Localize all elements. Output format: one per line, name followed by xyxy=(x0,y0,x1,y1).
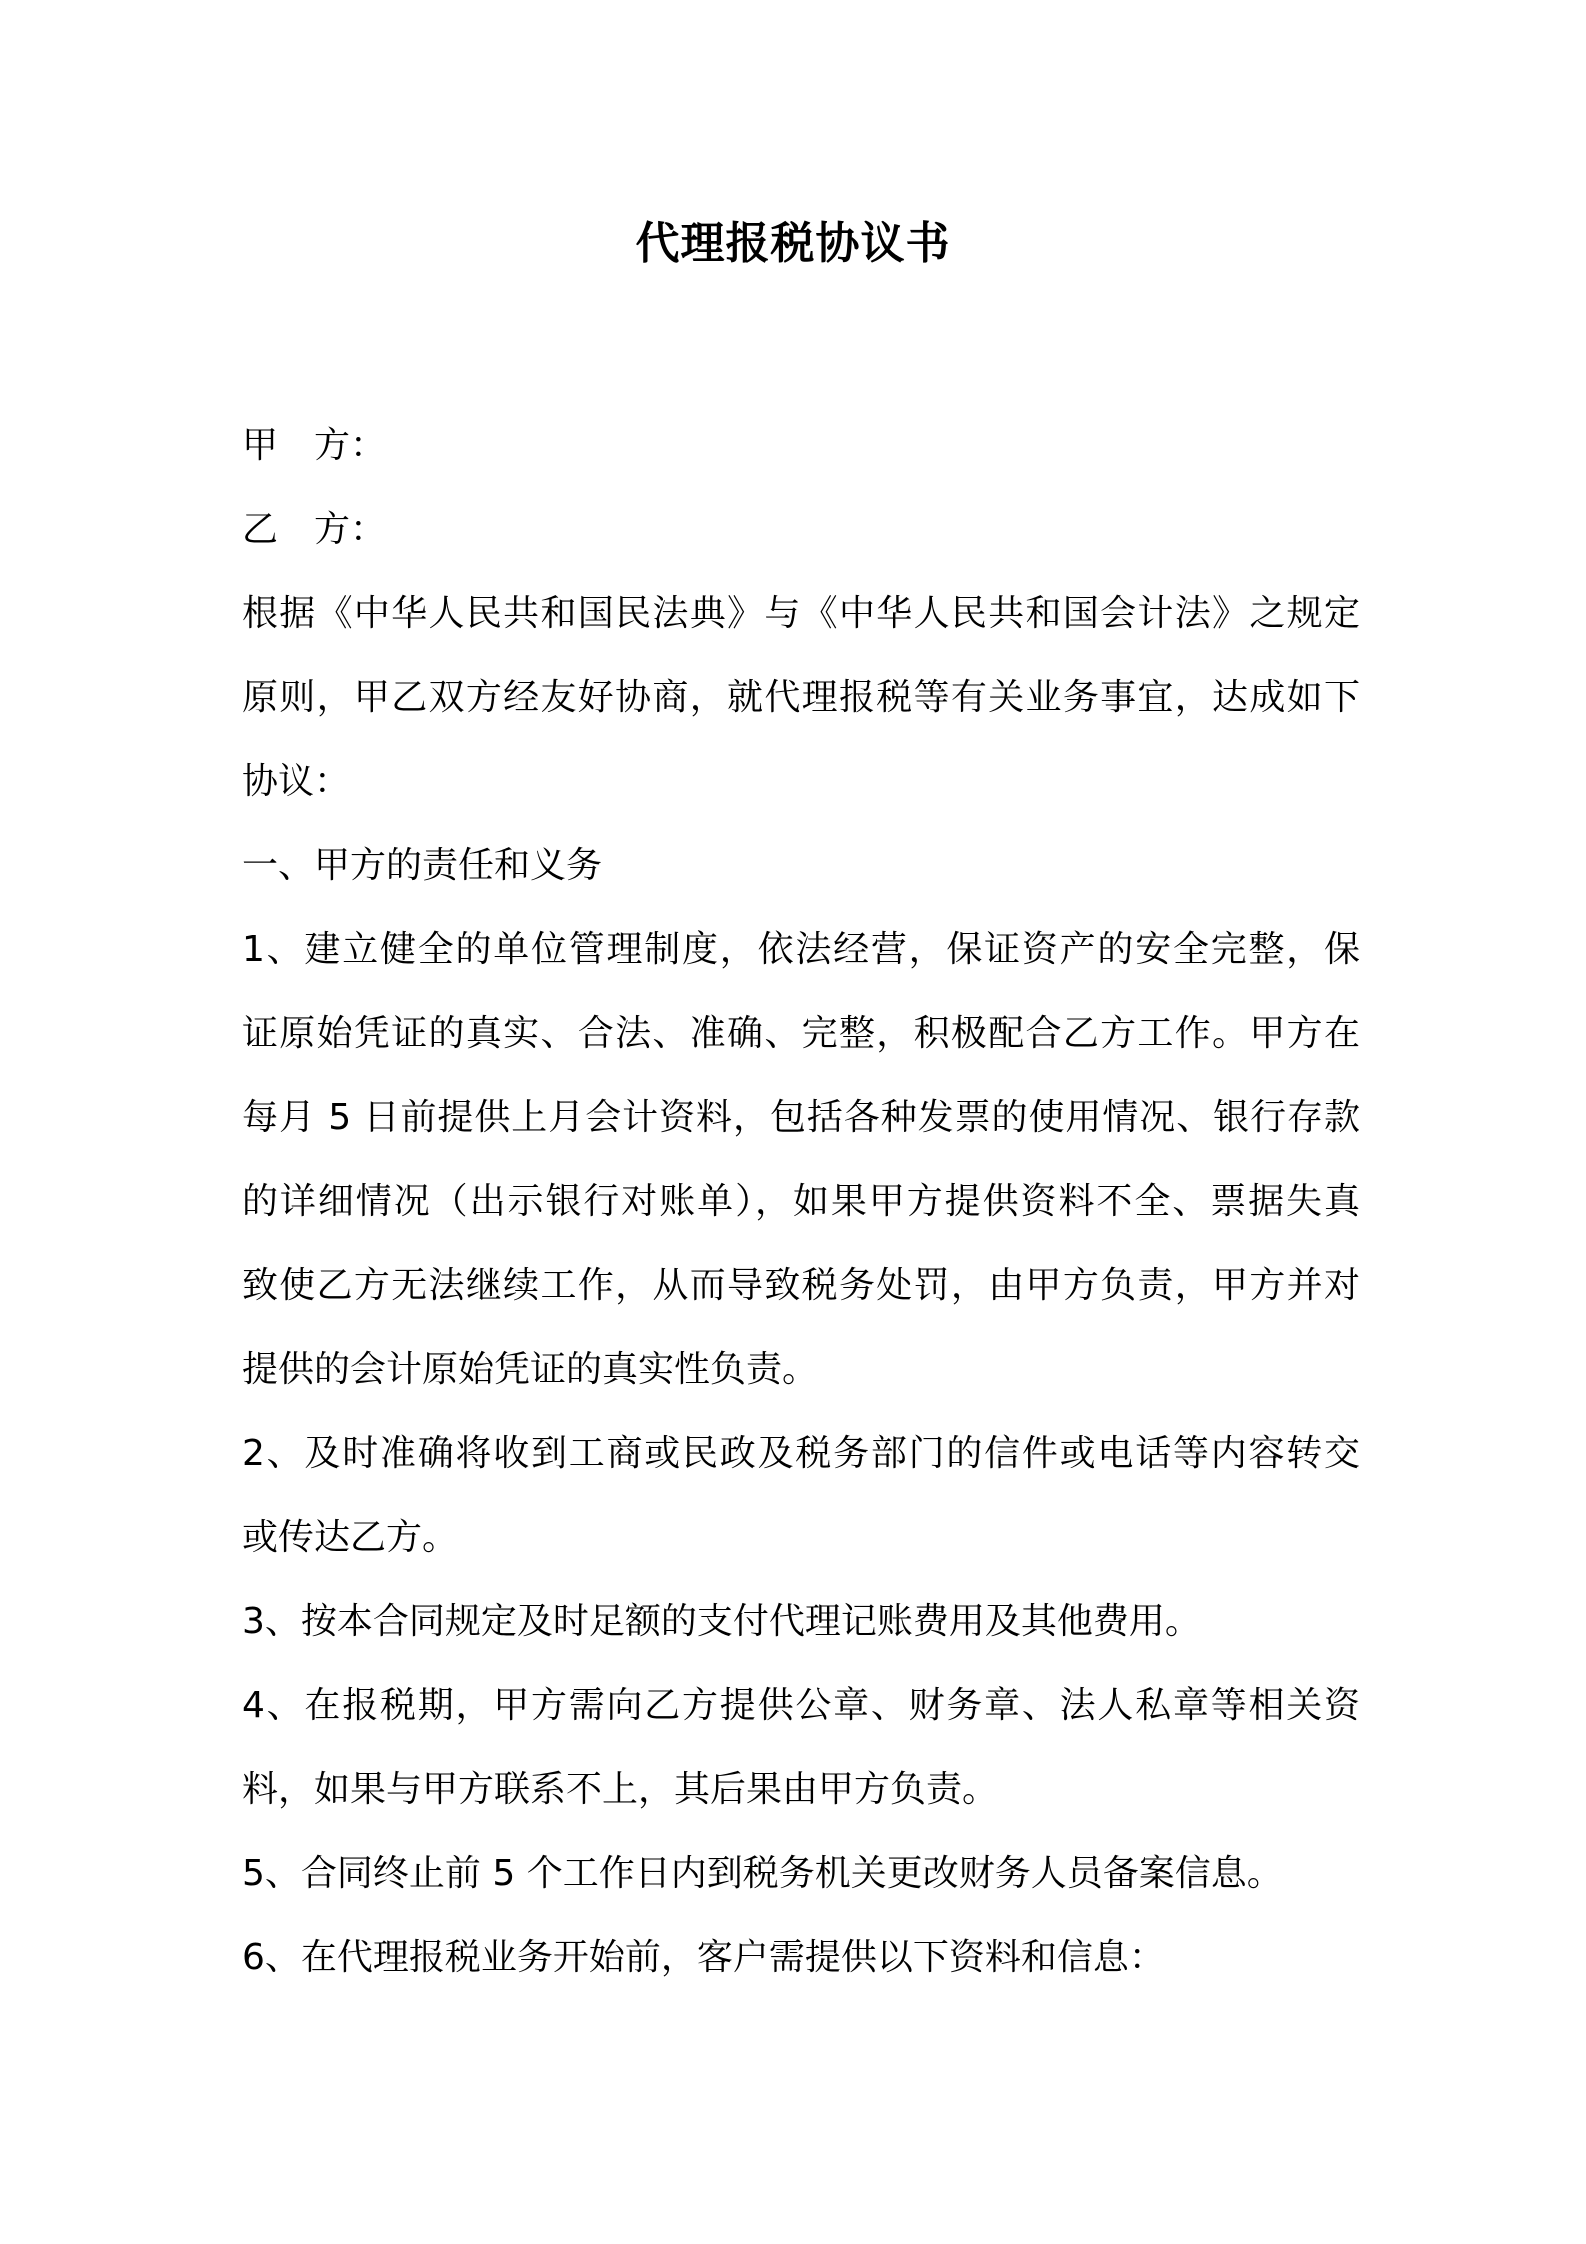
clause-1-line-3: 每月 5 日前提供上月会计资料，包括各种发票的使用情况、银行存款 xyxy=(242,1097,1360,1138)
clause-2-line-2: 或传达乙方。 xyxy=(242,1517,459,1558)
clause-4-line-1: 4、在报税期，甲方需向乙方提供公章、财务章、法人私章等相关资 xyxy=(242,1685,1360,1726)
preamble-line-1: 根据《中华人民共和国民法典》与《中华人民共和国会计法》之规定 xyxy=(242,593,1360,634)
preamble-line-3: 协议： xyxy=(242,761,351,802)
clause-1-line-1: 1、建立健全的单位管理制度，依法经营，保证资产的安全完整，保 xyxy=(242,929,1360,970)
clause-2-line-1: 2、及时准确将收到工商或民政及税务部门的信件或电话等内容转交 xyxy=(242,1433,1360,1474)
document-body xyxy=(242,404,1360,2000)
party-b-line: 乙 方： xyxy=(242,509,387,550)
section-heading-party-a-duties: 一、甲方的责任和义务 xyxy=(242,845,603,886)
party-a-line: 甲 方： xyxy=(242,425,387,466)
clause-1-line-2: 证原始凭证的真实、合法、准确、完整，积极配合乙方工作。甲方在 xyxy=(242,1013,1360,1054)
clause-3-line-1: 3、按本合同规定及时足额的支付代理记账费用及其他费用。 xyxy=(242,1601,1201,1642)
clause-1-line-5: 致使乙方无法继续工作，从而导致税务处罚，由甲方负责，甲方并对 xyxy=(242,1265,1360,1306)
clause-5-line-1: 5、合同终止前 5 个工作日内到税务机关更改财务人员备案信息。 xyxy=(242,1853,1283,1894)
clause-1-line-4: 的详细情况（出示银行对账单），如果甲方提供资料不全、票据失真 xyxy=(242,1181,1360,1222)
clause-1-line-6: 提供的会计原始凭证的真实性负责。 xyxy=(242,1349,819,1390)
clause-4-line-2: 料，如果与甲方联系不上，其后果由甲方负责。 xyxy=(242,1769,999,1810)
preamble-line-2: 原则，甲乙双方经友好协商，就代理报税等有关业务事宜，达成如下 xyxy=(242,677,1360,718)
document-title: 代理报税协议书 xyxy=(635,218,951,269)
clause-6-line-1: 6、在代理报税业务开始前，客户需提供以下资料和信息： xyxy=(242,1937,1165,1978)
